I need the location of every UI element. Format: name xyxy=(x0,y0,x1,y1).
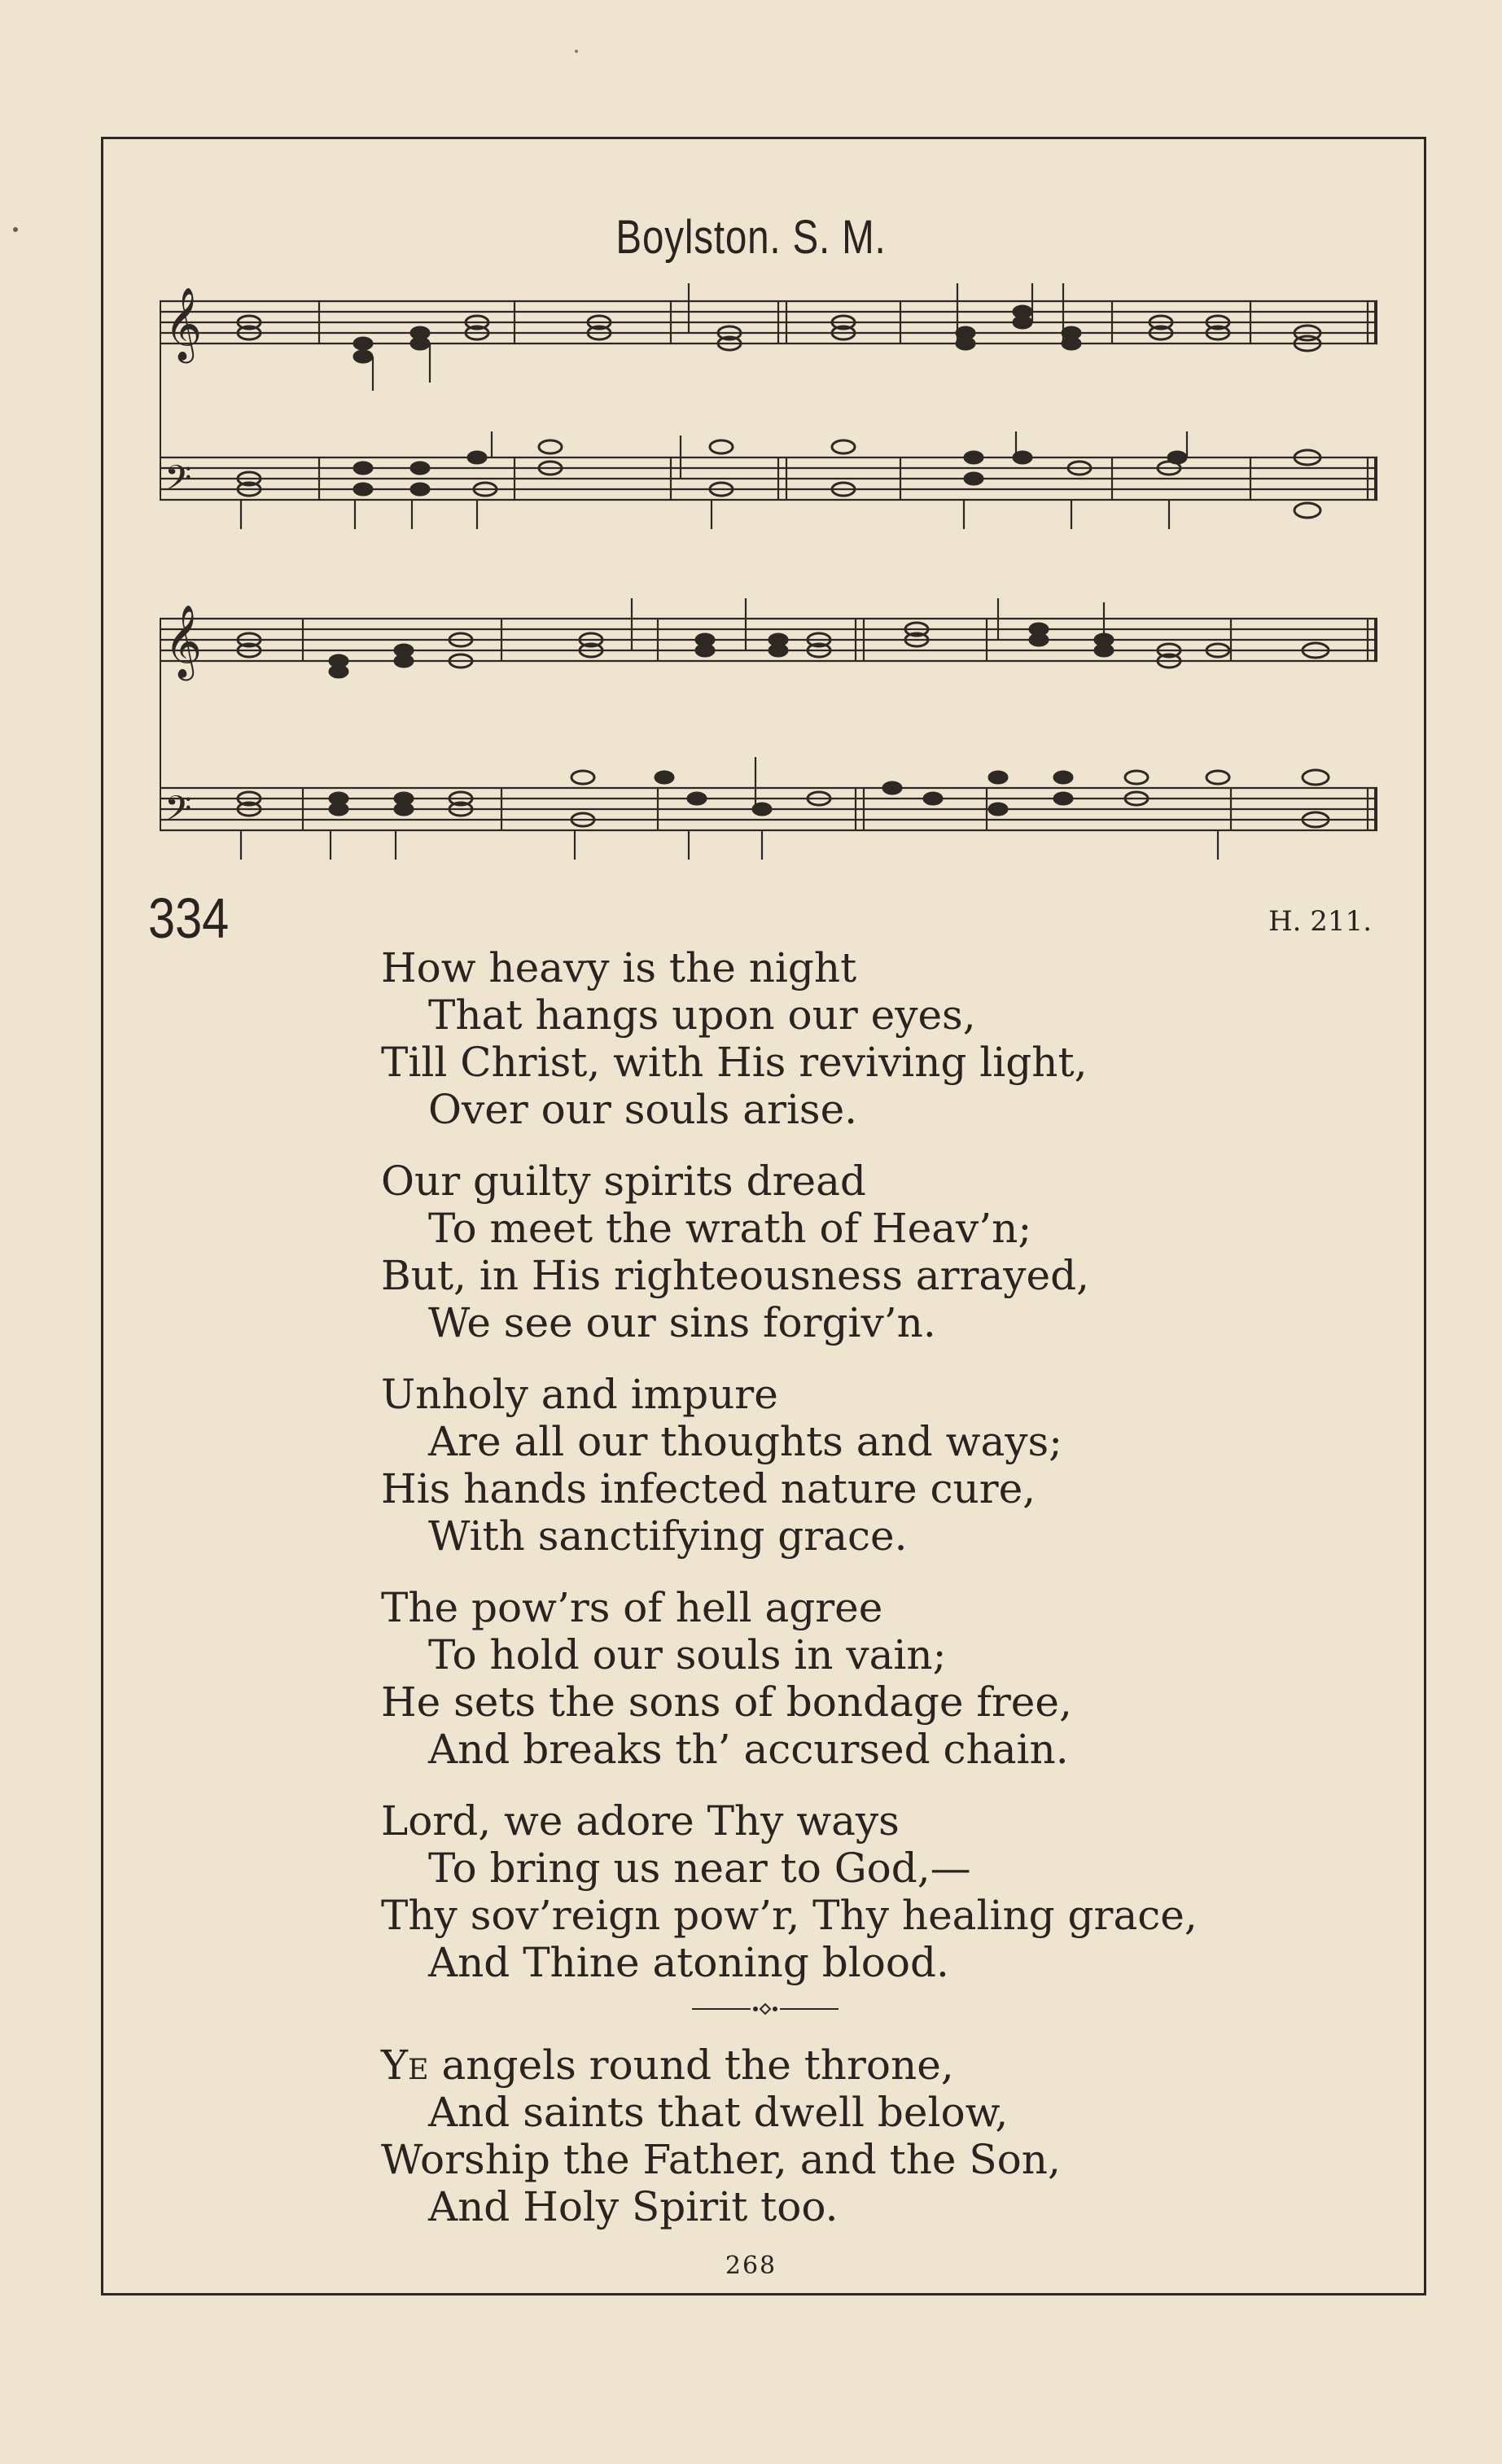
stray-spot xyxy=(11,221,20,230)
verse-line: And Thine atoning blood. xyxy=(428,1939,949,1986)
hymn-number: 334 xyxy=(148,886,230,950)
verse-line: How heavy is the night xyxy=(381,944,857,991)
page-number: 268 xyxy=(725,2252,777,2280)
verse-line: To meet the wrath of Heav’n; xyxy=(428,1205,1032,1252)
music-score xyxy=(160,277,1384,871)
stanza-1 xyxy=(381,944,1317,1133)
verse-line: Unholy and impure xyxy=(381,1371,778,1418)
verse-line: Lord, we adore Thy ways xyxy=(381,1797,900,1845)
verse-line: But, in His righteousness arrayed, xyxy=(381,1252,1089,1299)
verse-line: To hold our souls in vain; xyxy=(428,1631,947,1678)
treble-clef-icon: 𝄞 xyxy=(164,605,203,678)
tune-title: Boylston. S. M. xyxy=(615,211,887,264)
hymn-verses xyxy=(381,944,1317,2011)
doxology-line: And Holy Spirit too. xyxy=(428,2183,839,2230)
verse-line: Over our souls arise. xyxy=(428,1086,858,1133)
doxology-first-line-rest: angels round the throne, xyxy=(428,2042,954,2089)
verse-line: He sets the sons of bondage free, xyxy=(381,1678,1072,1726)
doxology-line: And saints that dwell below, xyxy=(428,2089,1009,2136)
doxology xyxy=(381,2042,1317,2230)
verse-line: And breaks th’ accursed chain. xyxy=(428,1726,1069,1773)
doxology-initial-rest: e xyxy=(408,2042,429,2089)
doxology-line xyxy=(381,2042,1317,2089)
treble-clef-icon: 𝄞 xyxy=(164,287,203,361)
verse-line: Our guilty spirits dread xyxy=(381,1158,866,1205)
stanza-4 xyxy=(381,1584,1317,1773)
verse-line: Till Christ, with His reviving light, xyxy=(381,1039,1088,1086)
verse-line: We see our sins forgiv’n. xyxy=(428,1299,936,1346)
bass-clef-icon: 𝄢 xyxy=(164,789,192,838)
doxology-initial: Y xyxy=(381,2042,409,2089)
system-1-treble-staff xyxy=(160,301,1377,344)
verse-line: To bring us near to God,— xyxy=(428,1845,971,1892)
system-1-bass-staff xyxy=(160,457,1377,500)
verse-line: Thy sov’reign pow’r, Thy healing grace, xyxy=(381,1892,1198,1939)
verse-line: With sanctifying grace. xyxy=(428,1512,908,1560)
verse-line: That hangs upon our eyes, xyxy=(428,991,976,1039)
ornament-divider xyxy=(692,1999,839,2019)
stray-mark xyxy=(573,42,580,49)
stanza-2 xyxy=(381,1158,1317,1346)
verse-line: The pow’rs of hell agree xyxy=(381,1584,883,1631)
stanza-5 xyxy=(381,1797,1317,1986)
bass-clef-icon: 𝄢 xyxy=(164,458,192,507)
hymn-reference: H. 211. xyxy=(1268,905,1372,938)
verse-line: His hands infected nature cure, xyxy=(381,1465,1036,1512)
stanza-3 xyxy=(381,1371,1317,1560)
doxology-line: Worship the Father, and the Son, xyxy=(381,2136,1061,2183)
verse-line: Are all our thoughts and ways; xyxy=(428,1418,1063,1465)
